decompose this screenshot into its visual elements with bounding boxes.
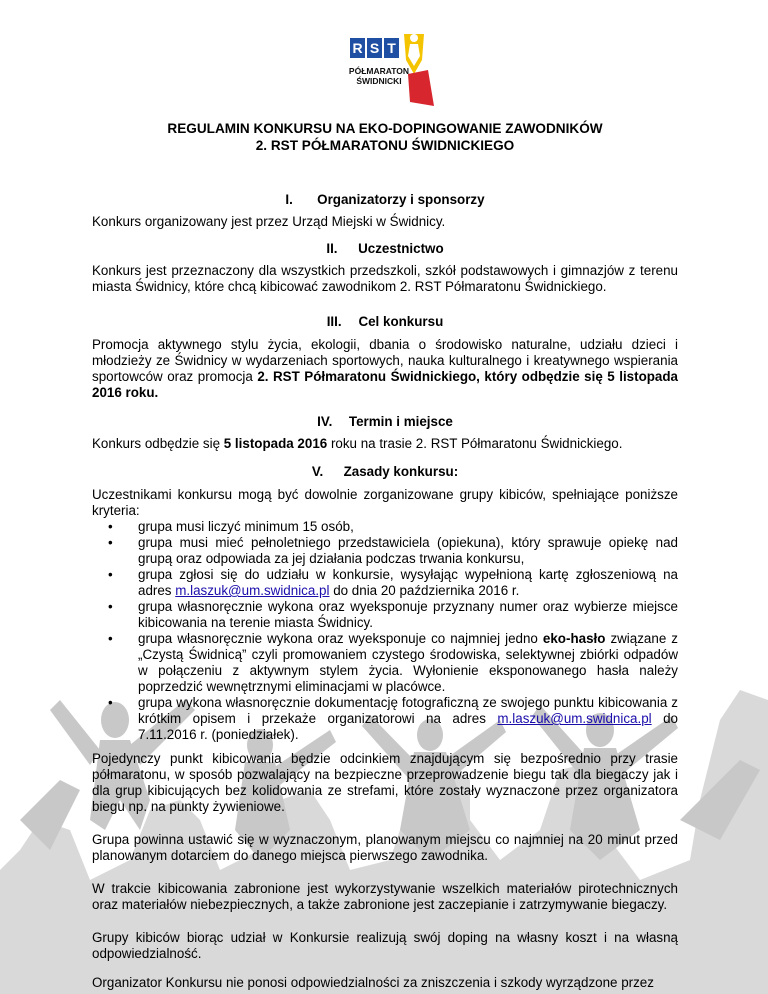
event-date-highlight: 2. RST Półmaratonu Świdnickiego, który odbędzie się 5 listopada 2016 roku.	[92, 369, 679, 400]
svg-text:ŚWIDNICKI: ŚWIDNICKI	[356, 76, 402, 86]
section-4-text: Konkurs odbędzie się 5 listopada 2016 roku na trasie 2. RST Półmaratonu Świdnickiego.	[92, 436, 623, 451]
email-link[interactable]: m.laszuk@um.swidnica.pl	[175, 583, 330, 598]
bullet-icon: •	[108, 599, 113, 614]
rule-item: • grupa zgłosi się do udziału w konkursie, wysyłając wypełnioną kartę zgłoszeniową na adres m.laszuk@um.swidnica.pl do dnia 20 października 2016 r.	[108, 567, 678, 598]
section-3-text: Promocja aktywnego stylu życia, ekologii, dbania o środowisko naturalne, udziału dzieci i młodzieży ze Świdnicy w wydarzeniach sportowych, nauka kulturalnego i kreatywnego wspierania sportowców oraz promocja 2. RST Półmaratonu Świdnickiego, który odbędzie się 5 listopada 2016 roku.	[92, 337, 679, 400]
rule-item: • grupa musi liczyć minimum 15 osób,	[108, 519, 354, 534]
bullet-icon: •	[108, 519, 113, 534]
section-5-intro: Uczestnikami konkursu mogą być dowolnie zorganizowane grupy kibiców, spełniające poniższe kryteria:	[92, 487, 678, 518]
section-2-number: II.	[326, 241, 338, 256]
section-3-number: III.	[326, 314, 342, 329]
bullet-icon: •	[108, 567, 113, 582]
section-2-label: Uczestnictwo	[358, 241, 444, 256]
document-title-line2: 2. RST PÓŁMARATONU ŚWIDNICKIEGO	[255, 138, 515, 153]
section-4-heading	[92, 414, 678, 430]
bullet-icon: •	[108, 631, 113, 646]
section-3-label: Cel konkursu	[358, 314, 444, 329]
document-title-line1: REGULAMIN KONKURSU NA EKO-DOPINGOWANIE ZAWODNIKÓW	[167, 121, 603, 136]
section-3-heading	[92, 314, 678, 330]
paragraph-organizer-liability: Organizator Konkursu nie ponosi odpowiedzialności za zniszczenia i szkody wyrządzone przez	[92, 975, 654, 990]
eko-haslo-term: eko-hasło	[542, 631, 606, 646]
section-1-label: Organizatorzy i sponsorzy	[317, 192, 485, 207]
section-4-number: IV.	[317, 414, 333, 429]
section-5-number: V.	[311, 464, 324, 479]
paragraph-prohibitions: W trakcie kibicowania zabronione jest wykorzystywanie wszelkich materiałów pirotechnicznych oraz materiałów niebezpiecznych, a także zabronione jest zaczepianie i zatrzymywanie biegaczy.	[92, 881, 678, 912]
paragraph-arrival: Grupa powinna ustawić się w wyznaczonym, planowanym miejscu co najmniej na 20 minut przed planowanym dotarciem do danego miejsca pierwszego zawodnika.	[92, 832, 678, 863]
section-4-label: Termin i miejsce	[348, 414, 453, 429]
rst-polmaraton-logo	[348, 30, 436, 108]
svg-text:T: T	[387, 40, 396, 56]
svg-text:PÓŁMARATON: PÓŁMARATON	[348, 66, 410, 76]
section-1-text: Konkurs organizowany jest przez Urząd Miejski w Świdnicy.	[92, 214, 446, 229]
rule-item: • grupa wykona własnoręcznie dokumentację fotograficzną ze swojego punktu kibicowania z krótkim opisem i przekaże organizatorowi na adres m.laszuk@um.swidnica.pl do 7.11.2016 r. (poniedziałek).	[108, 695, 679, 742]
bullet-icon: •	[108, 695, 113, 710]
section-1-heading	[92, 192, 678, 208]
section-5-label: Zasady konkursu:	[343, 464, 459, 479]
rules-list	[92, 519, 678, 743]
rule-item: • grupa własnoręcznie wykona oraz wyeksponuje co najmniej jedno eko-hasło związane z „Czystą Świdnicą” czyli promowaniem czystego środowiska, selektywnej zbiórki odpadów w połączeniu z aktywnym stylem życia. Wyłonienie eksponowanego hasła należy poprzedzić wewnętrznymi eliminacjami w placówce.	[108, 631, 678, 694]
section-2-heading	[92, 241, 678, 257]
section-1-number: I.	[285, 192, 293, 207]
paragraph-cheering-point: Pojedynczy punkt kibicowania będzie odcinkiem znajdującym się bezpośrednio przy trasie półmaratonu, w sposób pozwalający na bezpieczne przeprowadzenie biegu tak dla biegaczy jak i dla grup kibicujących bez kolidowania ze strefami, które zostały wyznaczone przez organizatora biegu np. na punkty żywieniowe.	[92, 751, 678, 814]
rule-item: • grupa własnoręcznie wykona oraz wyeksponuje przyznany numer oraz wybierze miejsce kibicowania na terenie miasta Świdnicy.	[108, 599, 678, 630]
section-2-text: Konkurs jest przeznaczony dla wszystkich przedszkoli, szkół podstawowych i gimnazjów z terenu miasta Świdnicy, które chcą kibicować zawodnikom 2. RST Półmaratonu Świdnickiego.	[92, 263, 678, 294]
svg-text:S: S	[369, 40, 380, 56]
svg-text:R: R	[352, 40, 363, 56]
section-5-heading	[92, 464, 678, 480]
email-link[interactable]: m.laszuk@um.swidnica.pl	[497, 711, 652, 726]
bullet-icon: •	[108, 535, 113, 550]
rule-item: • grupa musi mieć pełnoletniego przedstawiciela (opiekuna), który sprawuje opiekę nad grupą oraz odpowiada za jej działania podczas trwania konkursu,	[108, 535, 678, 566]
event-date: 5 listopada 2016	[223, 436, 328, 451]
paragraph-responsibility: Grupy kibiców biorąc udział w Konkursie realizują swój doping na własny koszt i na własną odpowiedzialność.	[92, 930, 678, 961]
